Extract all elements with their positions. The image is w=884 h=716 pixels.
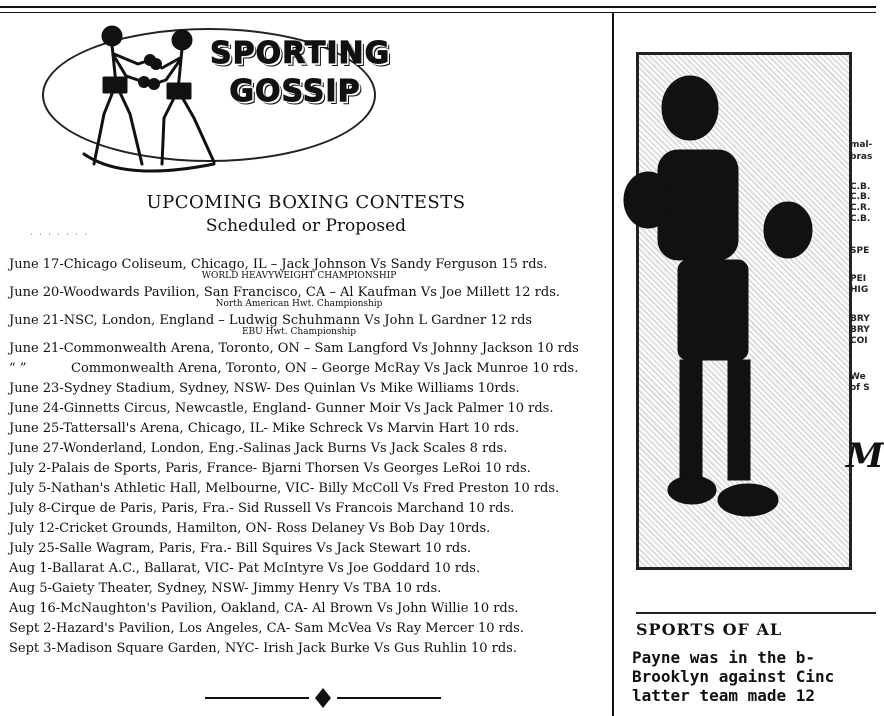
bout-row xyxy=(9,559,609,579)
side-fragment: SPE xyxy=(850,246,870,256)
bout-row xyxy=(9,499,609,519)
bout-row xyxy=(9,479,609,499)
side-fragment: PEI xyxy=(850,274,867,284)
side-fragment: bras xyxy=(850,152,873,162)
side-fragment: BRY xyxy=(850,325,870,335)
bout-text: July 8-Cirque de Paris, Paris, Fra.- Sid Russell Vs Francois Marchand 10 rds. xyxy=(9,501,515,516)
side-fragment: C.B. xyxy=(850,182,871,192)
bout-text: Commonwealth Arena, Toronto, ON – George McRay Vs Jack Munroe 10 rds. xyxy=(71,361,579,376)
bout-row xyxy=(9,359,609,379)
article-line: latter team made 12 xyxy=(632,686,816,705)
side-fragment: C.B. xyxy=(850,214,871,224)
bout-text: July 25-Salle Wagram, Paris, Fra.- Bill Squires Vs Jack Stewart 10 rds. xyxy=(9,541,472,556)
bout-text: July 5-Nathan's Athletic Hall, Melbourne, VIC- Billy McColl Vs Fred Preston 10 rds. xyxy=(9,481,560,496)
side-fragment: COI xyxy=(850,336,868,346)
bout-text: June 20-Woodwards Pavilion, San Francisco, CA – Al Kaufman Vs Joe Millett 12 rds. xyxy=(9,285,561,300)
bout-text: June 23-Sydney Stadium, Sydney, NSW- Des Quinlan Vs Mike Williams 10rds. xyxy=(9,381,520,396)
bout-row xyxy=(9,519,609,539)
masthead-title-line2: GOSSIP xyxy=(229,74,361,109)
bout-row xyxy=(9,379,609,399)
side-fragment: of S xyxy=(850,383,870,393)
bout-row xyxy=(9,619,609,639)
side-big-letter: M xyxy=(846,436,884,476)
bout-row xyxy=(9,539,609,559)
page-title: UPCOMING BOXING CONTESTS xyxy=(146,192,466,213)
bout-text: July 2-Palais de Sports, Paris, France- Bjarni Thorsen Vs Georges LeRoi 10 rds. xyxy=(9,461,531,476)
bout-row xyxy=(9,419,609,439)
column-divider xyxy=(612,12,614,716)
masthead xyxy=(24,10,394,182)
masthead-title-line1: SPORTING xyxy=(210,36,391,71)
bout-listings xyxy=(9,255,609,659)
bout-text: Sept 2-Hazard's Pavilion, Los Angeles, CA- Sam McVea Vs Ray Mercer 10 rds. xyxy=(9,621,524,636)
bout-text: Sept 3-Madison Square Garden, NYC- Irish Jack Burke Vs Gus Ruhlin 10 rds. xyxy=(9,641,517,656)
bout-row xyxy=(9,439,609,459)
bout-text: Aug 1-Ballarat A.C., Ballarat, VIC- Pat McIntyre Vs Joe Goddard 10 rds. xyxy=(9,561,481,576)
side-fragment: BRY xyxy=(850,314,870,324)
bout-row xyxy=(9,639,609,659)
bout-championship-note: North American Hwt. Championship xyxy=(215,299,383,309)
bout-text: July 12-Cricket Grounds, Hamilton, ON- Ross Delaney Vs Bob Day 10rds. xyxy=(9,521,491,536)
bout-text: Aug 16-McNaughton's Pavilion, Oakland, CA- Al Brown Vs John Willie 10 rds. xyxy=(9,601,519,616)
print-speckle-decoration: · · · · · · · xyxy=(30,230,90,239)
side-fragment: HIG xyxy=(850,285,869,295)
ditto-mark: “ ” xyxy=(9,361,27,376)
side-fragment: mal- xyxy=(850,140,873,150)
page-subtitle: Scheduled or Proposed xyxy=(205,216,407,236)
bout-row xyxy=(9,579,609,599)
bout-row xyxy=(9,399,609,419)
bout-text: June 17-Chicago Coliseum, Chicago, IL – Jack Johnson Vs Sandy Ferguson 15 rds. xyxy=(9,257,548,272)
bout-text: June 21-Commonwealth Arena, Toronto, ON – Sam Langford Vs Johnny Jackson 10 rds xyxy=(9,341,579,356)
closing-ornament xyxy=(205,688,441,708)
bout-row xyxy=(9,459,609,479)
bout-text: June 21-NSC, London, England – Ludwig Schuhmann Vs John L Gardner 12 rds xyxy=(9,313,533,328)
side-fragment: We xyxy=(850,372,866,382)
bout-text: June 25-Tattersall's Arena, Chicago, IL- Mike Schreck Vs Marvin Hart 10 rds. xyxy=(9,421,520,436)
sports-article-text xyxy=(632,648,876,705)
side-fragment: C.B. xyxy=(850,192,871,202)
bout-championship-note: WORLD HEAVYWEIGHT CHAMPIONSHIP xyxy=(201,271,397,281)
bout-text: Aug 5-Gaiety Theater, Sydney, NSW- Jimmy Henry Vs TBA 10 rds. xyxy=(9,581,442,596)
fighter-illustration xyxy=(618,60,818,560)
article-line: Payne was in the b- xyxy=(632,648,816,667)
bout-row xyxy=(9,599,609,619)
bout-text: June 27-Wonderland, London, Eng.-Salinas Jack Burns Vs Jack Scales 8 rds. xyxy=(9,441,508,456)
article-line: Brooklyn against Cinc xyxy=(632,667,835,686)
sports-section-heading: SPORTS OF AL xyxy=(636,612,876,639)
bout-championship-note: EBU Hwt. Championship xyxy=(241,327,356,337)
bout-text: June 24-Ginnetts Circus, Newcastle, England- Gunner Moir Vs Jack Palmer 10 rds. xyxy=(9,401,554,416)
bout-row xyxy=(9,339,609,359)
side-fragment: C.R. xyxy=(850,203,871,213)
